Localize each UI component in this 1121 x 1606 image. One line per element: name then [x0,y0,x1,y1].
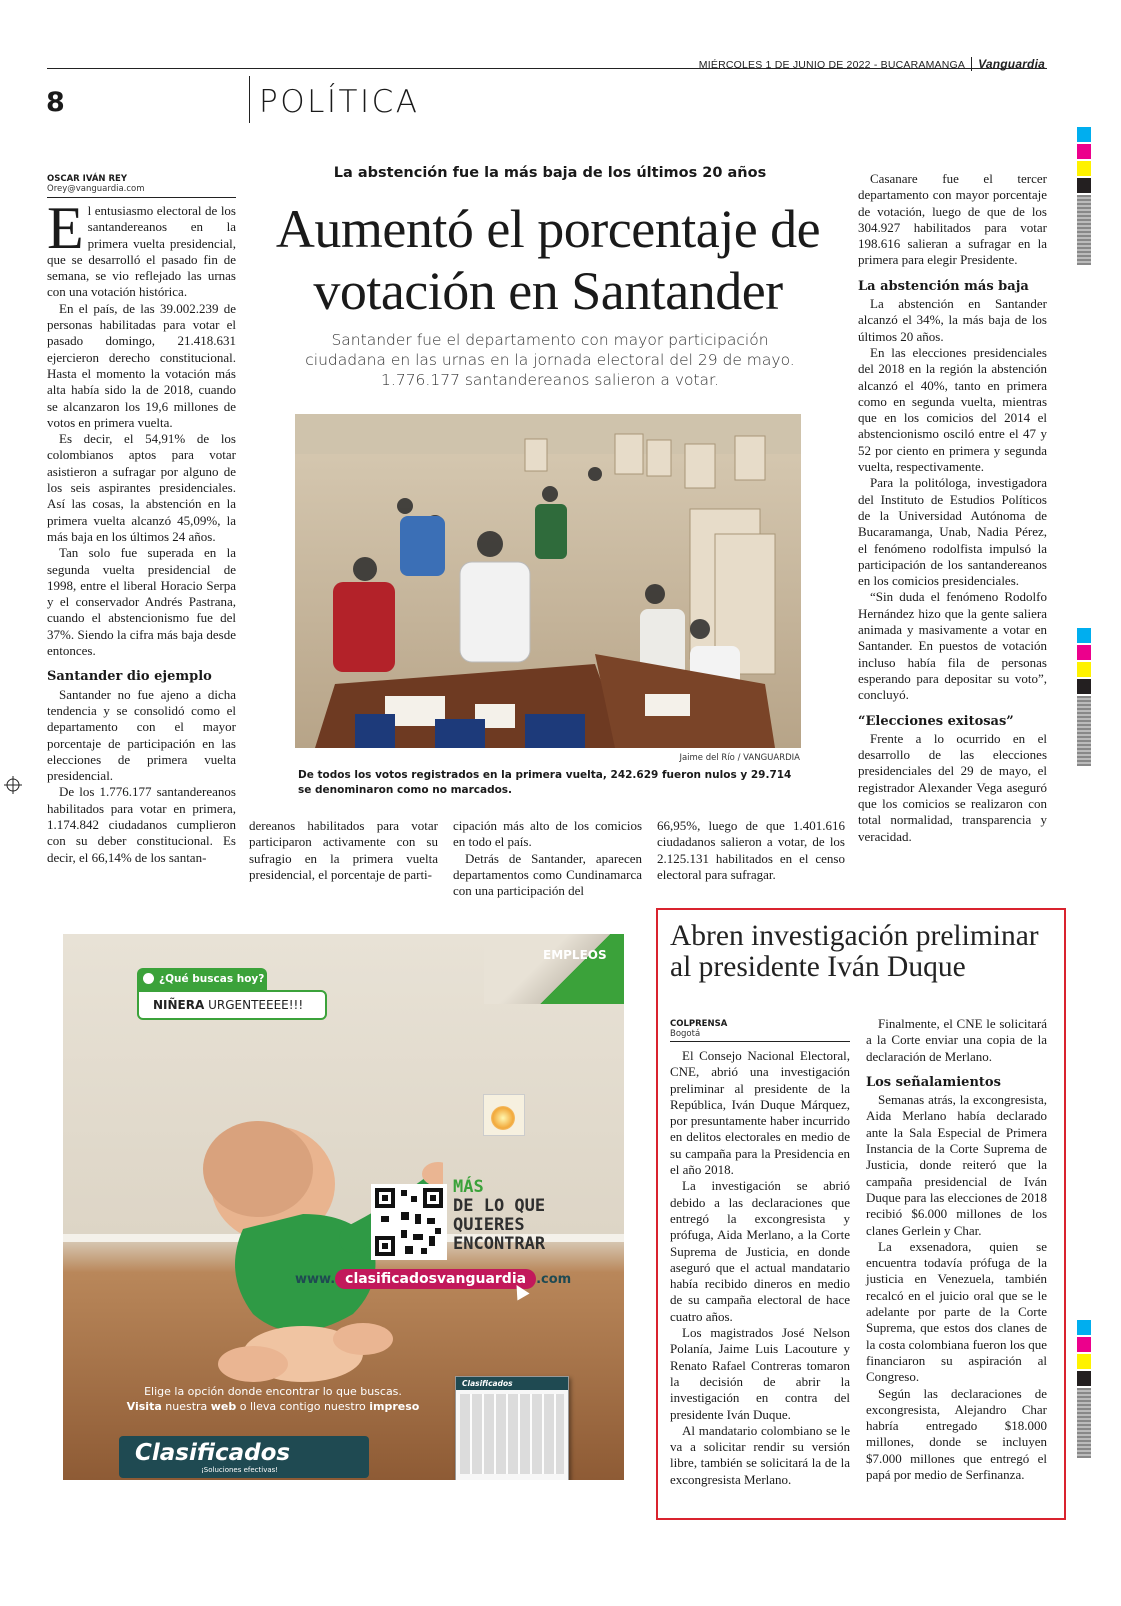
dropcap: E [47,195,84,261]
boxed-article-column-1: El Consejo Nacional Electoral, CNE, abrió una investigación preliminar al presidente de la República, Iván Duque Márquez, por presuntamente haber incurrido en delitos electorales en medio de su campaña para la Presidencia en el año 2018. La investigación se abrió debido a las declaraciones que entregó la excongresista y prófuga, Aida Merlano, a la Corte Suprema de Justicia, en donde aseguró que el actual mandatario había recibido dineros en medio de su campaña electoral de hace cuatro años. Los magistrados José Nelson Polanía, Jaime Luis Lacouture y Renato Rafael Contreras tomaron la decisión de abrir la investigación en contra del presidente Iván Duque. Al mandatario colombiano se le va a solicitar rendir su versión libre, también se solicitará la de la excongresista Merlano. [670,1048,850,1487]
byline-author: COLPRENSA [670,1019,728,1029]
byline-place: Bogotá [670,1029,701,1039]
article-column-3: cipación más alto de los comicios en todo el país. Detrás de Santander, aparecen departamentos como Cundinamarca con una participación del [453,818,642,899]
crosshair-icon [4,776,22,794]
boxed-article-column-2: Finalmente, el CNE le solicitará a la Corte enviar una copia de la declaración de Merlano. Los señalamientos Semanas atrás, la excongresista, Aida Merlano había declarado ante la Sala Especial de Primera Instancia de la Corte Suprema de Justicia, donde reiteró que la campaña presidencial de Iván Duque para las elecciones de 2018 recibió $6.000 millones de los clanes Gerlein y Char. La exsenadora, quien se encuentra todavía prófuga de la justicia en Venezuela, también recalcó en el juicio oral que se le adelante por parte de la Corte Suprema, que estos dos clanes de la costa colombiana fueron los que financiaron su aspiración al Congreso. Según las declaraciones de excongresista, Alejandro Char habría entregado $18.000 millones, donde se incluyen $7.000 millones que entregó el papá por medio de Serfinanza. [866,1016,1047,1483]
spark-icon [491,1106,515,1130]
person-red-shirt [333,582,395,672]
section-title: POLÍTICA [259,84,420,120]
search-bubble-header: ¿Qué buscas hoy? [137,968,267,990]
article-column-4: 66,95%, luego de que 1.401.616 ciudadanos salieron a votar, de los 2.125.131 habilitados en el censo electoral para sufragar. [657,818,845,882]
subhead: Santander dio ejemplo [47,669,212,685]
ad-url[interactable]: www. clasificadosvanguardia .com [295,1271,572,1287]
masthead-brand: Vanguardia [971,57,1045,71]
voting-hall-photo [295,414,801,748]
photo-caption: De todos los votos registrados en la primera vuelta, 242.629 fueron nulos y 29.714 se denominaron como no marcados. [298,769,792,796]
dateline: MIÉRCOLES 1 DE JUNIO DE 2022 - BUCARAMANGA Vanguardia [698,57,1045,71]
search-icon [143,973,154,984]
registration-bar [1077,195,1091,265]
boxed-byline [670,1019,850,1042]
photo-credit: Jaime del Río / VANGUARDIA [679,753,800,763]
classifieds-advertisement[interactable] [63,934,624,1480]
kicker: La abstención fue la más baja de los últimos 20 años [333,165,767,181]
byline-email: Orey@vanguardia.com [47,184,145,194]
boxed-article-headline: Abren investigación preliminar al presidente Iván Duque [670,920,1039,983]
subhead: “Elecciones exitosas” [858,713,1014,729]
header-rule [47,68,1047,69]
page-curl [484,934,624,1004]
page-number: 8 [46,87,65,118]
byline-author: OSCAR IVÁN REY [47,174,127,184]
article-right-column: Casanare fue el tercer departamento con mayor porcentaje de votación, luego de que de los 304.927 habilitados para votar 198.616 salieran a sufragar en la primera para elegir Presidente. La abstención más baja La abstención en Santander alcanzó el 34%, la más baja de los últimos 20 años. En las elecciones presidenciales del 2018 en la región la abstención alcanzó el 40%, tanto en primera como en segunda vuelta, mientras que en los comicios del 2014 el abstencionismo osciló entre el 47 y 52 por ciento en primera y segunda vuelta, respectivamente. Para la politóloga, investigadora del Instituto de Estudios Políticos de la Universidad Autónoma de Bucaramanga, Unab, Nadia Pérez, el fenómeno rodolfista impulsó la participación de los santandereanos en los comicios presidenciales. “Sin duda el fenómeno Rodolfo Hernández hizo que la gente saliera animada y masivamente a votar en Santander. En puestos de votación incluso había fila de personas esperando para depositar su voto”, concluyó. “Elecciones exitosas” Frente a lo ocurrido en el desarrollo de las elecciones presidenciales del 29 de mayo, el registrador Alexander Vega aseguró que los comicios se realizaron con total normalidad, transparencia y veracidad. [858,171,1047,844]
search-input[interactable]: NIÑERA URGENTEEEE!!! [137,990,327,1020]
deck: Santander fue el departamento con mayor participación ciudadana en las urnas en la jornada electoral del 29 de mayo. 1.776.177 santandereanos salieron a votar. [305,331,795,389]
qr-code-icon[interactable] [371,1184,447,1260]
article-column-2: dereanos habilitados para votar participaron activamente con su sufragio en la primera vuelta presidencial, el porcentaje de parti- [249,818,438,882]
article-column-1: El entusiasmo electoral de los santandereanos en la primera vuelta presidencial, que se desarrolló el pasado fin de semana, se vio reflejado las urnas con una votación histórica. En el país, de las 39.002.239 de personas habilitadas para votar el pasado domingo, 21.418.631 ejercieron derecho constitucional. Hasta el momento la votación más alta había sido la de 2018, cuando se alcanzaron los 19,6 millones de votos en primera vuelta. Es decir, el 54,91% de los colombianos aptos para votar asistieron a sufragar por alguno de los seis aspirantes presidenciales. Así las cosas, la abstención en la primera vuelta alcanzó 45,09%, la más baja en los últimos 24 años. Tan solo fue superada en la segunda vuelta presidencial de 1998, entre el liberal Horacio Serpa y el conservador Andrés Pastrana, cuando el abstencionismo fue del 37%. Siendo la cifra más baja desde entonces. Santander dio ejemplo Santander no fue ajeno a dicha tendencia y se consolidó como el departamento con el mayor porcentaje de participación en las elecciones de primera vuelta presidencial. De los 1.776.177 santandereanos habilitados para votar en primera, 1.174.842 ciudadanos cumplieron con su deber constitucional. Es decir, el 66,14% de los santan- [47,195,236,865]
section-divider [249,76,250,123]
registration-marks [1077,628,1091,696]
registration-bar [1077,1388,1091,1458]
article-photo [295,414,801,748]
subhead: Los señalamientos [866,1074,1001,1090]
ad-tagline: Elige la opción donde encontrar lo que buscas. Visita nuestra web o lleva contigo nuestro impreso [126,1385,420,1413]
clasificados-logo[interactable]: Clasificados ¡Soluciones efectivas! [119,1436,369,1478]
mini-newspaper: Clasificados [455,1376,569,1480]
registration-bar [1077,696,1091,766]
ad-slogan: MÁS DE LO QUE QUIERES ENCONTRAR [453,1177,546,1254]
headline: Aumentó el porcentaje de votación en Santander [275,199,821,321]
subhead: La abstención más baja [858,278,1029,294]
registration-marks [1077,127,1091,195]
empleos-tab[interactable]: EMPLEOS [543,948,607,962]
registration-marks [1077,1320,1091,1388]
